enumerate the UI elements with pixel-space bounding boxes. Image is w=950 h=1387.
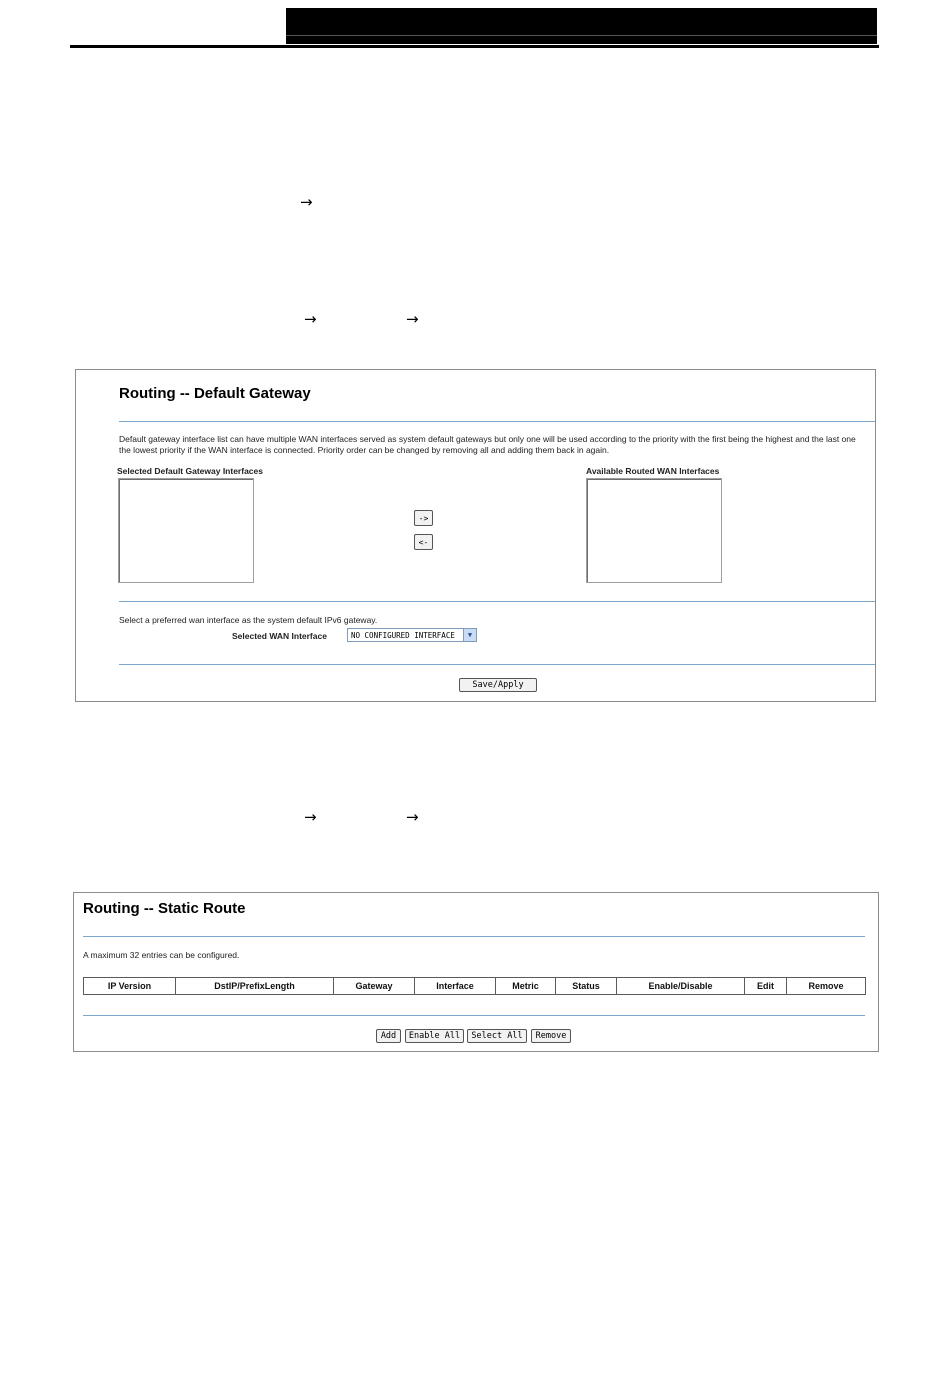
- available-wan-listbox[interactable]: [586, 478, 722, 583]
- static-route-panel: [73, 892, 879, 1052]
- wan-interface-select[interactable]: [347, 628, 477, 642]
- max-entries-note: A maximum 32 entries can be configured.: [83, 950, 240, 960]
- selected-gateway-listbox[interactable]: [118, 478, 254, 583]
- divider: [83, 936, 865, 937]
- panel-title: Routing -- Default Gateway: [119, 385, 311, 402]
- header-rule: [70, 45, 879, 48]
- divider: [119, 421, 875, 422]
- move-right-button[interactable]: ->: [414, 510, 433, 526]
- chevron-down-icon: ▼: [463, 629, 476, 641]
- remove-button[interactable]: Remove: [531, 1029, 571, 1043]
- divider: [119, 601, 875, 602]
- ipv6-note: Select a preferred wan interface as the system default IPv6 gateway.: [119, 615, 378, 625]
- column-header-status: Status: [556, 978, 617, 995]
- column-header-ip-version: IP Version: [84, 978, 176, 995]
- column-header-metric: Metric: [496, 978, 556, 995]
- save-apply-button[interactable]: Save/Apply: [459, 678, 537, 692]
- move-left-button[interactable]: <-: [414, 534, 433, 550]
- wan-interface-label: Selected WAN Interface: [232, 631, 327, 641]
- description-text: Default gateway interface list can have multiple WAN interfaces served as system default gateways but only one will be used according to the priority with the first being the highest and the last one the lowest priority if the WAN interface is connected. Priority order can be changed by removing all and adding them back in again.: [119, 434, 856, 455]
- column-header-enable-disable: Enable/Disable: [617, 978, 745, 995]
- nav-arrow-icon: →: [304, 310, 317, 328]
- table-header-row: [84, 978, 866, 995]
- nav-arrow-icon: →: [304, 808, 317, 826]
- panel-title: Routing -- Static Route: [83, 900, 246, 917]
- nav-arrow-icon: →: [406, 808, 419, 826]
- static-route-table: [83, 977, 866, 995]
- selected-list-label: Selected Default Gateway Interfaces: [117, 466, 263, 476]
- column-header-gateway: Gateway: [334, 978, 415, 995]
- column-header-remove: Remove: [787, 978, 866, 995]
- column-header-interface: Interface: [415, 978, 496, 995]
- available-list-label: Available Routed WAN Interfaces: [586, 466, 720, 476]
- page-header-bar: [286, 8, 877, 44]
- column-header-dst-ip: DstIP/PrefixLength: [176, 978, 334, 995]
- divider: [83, 1015, 865, 1016]
- column-header-edit: Edit: [745, 978, 787, 995]
- enable-all-button[interactable]: Enable All: [405, 1029, 464, 1043]
- nav-arrow-icon: →: [406, 310, 419, 328]
- nav-arrow-icon: →: [300, 193, 313, 211]
- wan-interface-value: NO CONFIGURED INTERFACE: [351, 630, 455, 640]
- add-button[interactable]: Add: [376, 1029, 401, 1043]
- divider: [119, 664, 875, 665]
- default-gateway-panel: [75, 369, 876, 702]
- select-all-button[interactable]: Select All: [467, 1029, 527, 1043]
